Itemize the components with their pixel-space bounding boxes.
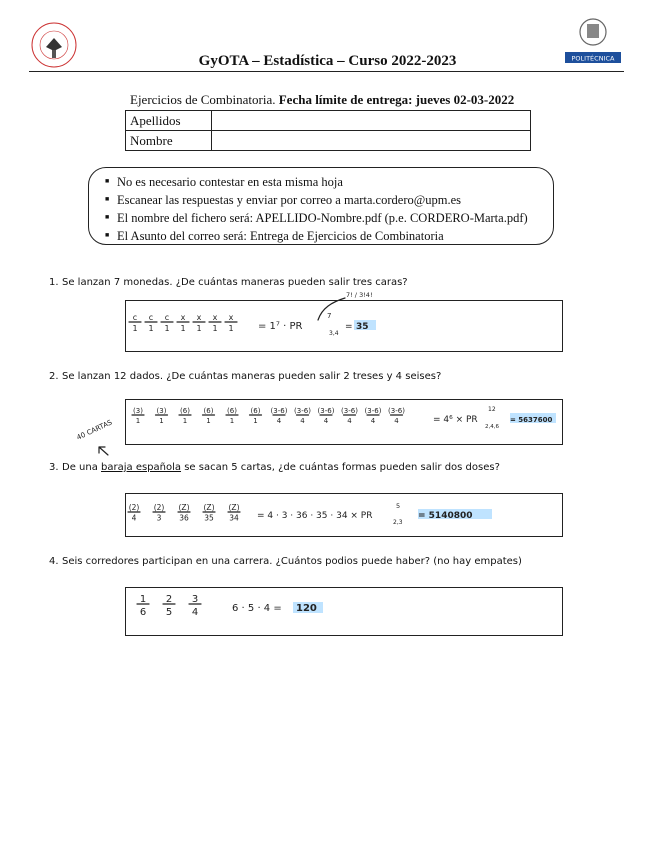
hw-numerator: (2) — [153, 503, 165, 512]
hw-numerator: (Z) — [203, 503, 215, 512]
handwritten-answer-1 — [129, 291, 376, 337]
hw-fraction — [203, 407, 215, 425]
handwritten-answer-4 — [137, 594, 323, 618]
hw-denominator: 1 — [132, 324, 138, 333]
question-number: 4. — [49, 556, 59, 567]
hw-fraction — [193, 313, 205, 333]
hw-fraction — [225, 313, 237, 333]
hw-expression: = 4 · 3 · 36 · 35 · 34 × PR — [257, 511, 373, 521]
hw-fraction — [137, 594, 149, 618]
hw-numerator: (6) — [227, 407, 237, 415]
hw-fraction — [145, 313, 157, 333]
hw-fraction — [128, 503, 140, 523]
hw-numerator: x — [196, 313, 202, 322]
header-title: GyOTA – Estadística – Curso 2022-2023 — [198, 53, 457, 69]
hw-denominator: 6 — [139, 607, 147, 618]
list-item: ■ El Asunto del correo será: Entrega de Ejercicios de Combinatoria — [105, 227, 528, 245]
hw-fraction — [318, 407, 335, 425]
hw-numerator: (3-6) — [364, 407, 382, 415]
hw-numerator: (3-6) — [270, 407, 288, 415]
question-number: 3. — [49, 462, 59, 473]
hw-denominator: 1 — [159, 417, 164, 425]
hw-numerator: c — [132, 313, 138, 322]
question-number: 1. — [49, 277, 59, 288]
hw-denominator: 1 — [212, 324, 218, 333]
hw-fraction — [294, 407, 311, 425]
hw-fraction — [250, 407, 262, 425]
hw-fraction — [161, 313, 173, 333]
hw-sup: 5 — [396, 502, 401, 510]
hw-expression: = 4⁶ × PR — [433, 415, 478, 425]
question-text: Se lanzan 12 dados. ¿De cuántas maneras pueden salir 2 treses y 4 seises? — [62, 371, 442, 382]
hw-denominator: 4 — [191, 607, 199, 618]
hw-numerator: c — [148, 313, 154, 322]
hw-denominator: 35 — [204, 513, 214, 523]
question-number: 2. — [49, 371, 59, 382]
hw-numerator: (3-6) — [388, 407, 405, 415]
hw-fraction — [203, 503, 215, 523]
hw-numerator: (3-6) — [317, 407, 335, 415]
hw-numerator: x — [228, 313, 234, 322]
hw-fraction — [179, 407, 191, 425]
hw-numerator: (6) — [203, 407, 214, 415]
hw-denominator: 4 — [323, 417, 329, 425]
hw-equals: = — [345, 322, 353, 332]
hw-numerator: (6) — [250, 407, 261, 415]
hw-note: 40 CARTAS — [75, 418, 114, 442]
hw-numerator: c — [164, 313, 170, 322]
hw-denominator: 1 — [135, 417, 141, 425]
hw-numerator: (2) — [128, 503, 140, 512]
hw-denominator: 34 — [229, 513, 239, 523]
hw-fraction — [153, 503, 165, 523]
hw-numerator: (3) — [156, 407, 167, 415]
question-text: Se lanzan 7 monedas. ¿De cuántas maneras pueden salir tres caras? — [62, 277, 408, 288]
hw-denominator: 1 — [148, 324, 154, 333]
hw-note: 7! / 3!4! — [346, 291, 373, 299]
hw-numerator: 1 — [139, 594, 147, 605]
list-item: ■ Escanear las respuestas y enviar por correo a marta.cordero@upm.es — [105, 191, 528, 209]
hw-numerator: (3-6) — [341, 407, 358, 415]
hw-sup: 7 — [327, 312, 332, 320]
hw-sub: 2,4,6 — [485, 424, 499, 430]
hw-result: 120 — [296, 603, 317, 614]
hw-result: = 5140800 — [418, 511, 473, 521]
deadline: Fecha límite de entrega: jueves 02-03-2022 — [278, 92, 515, 107]
hw-result: = 5637600 — [510, 416, 553, 424]
hw-fraction — [209, 313, 221, 333]
hw-denominator: 4 — [347, 417, 352, 425]
hw-fraction — [129, 313, 141, 333]
hw-denominator: 4 — [131, 513, 137, 523]
hw-fraction — [132, 407, 144, 425]
hw-numerator: (3-6) — [294, 407, 311, 415]
hw-fraction — [189, 594, 201, 618]
assignment-intro: Ejercicios de Combinatoria. — [130, 92, 276, 107]
hw-fraction — [177, 313, 189, 333]
hw-fraction — [365, 407, 382, 425]
hw-result: 35 — [356, 322, 369, 332]
hw-denominator: 36 — [179, 513, 189, 523]
hw-numerator: 3 — [191, 594, 199, 605]
question-text: Seis corredores participan en una carrera. ¿Cuántos podios puede haber? (no hay empates) — [62, 556, 522, 567]
hw-denominator: 1 — [164, 324, 170, 333]
hw-expression: = 1⁷ · PR — [258, 321, 303, 332]
hw-numerator: (6) — [180, 407, 190, 415]
nombre-label: Nombre — [126, 131, 212, 151]
hw-denominator: 3 — [156, 513, 162, 523]
hw-arrow — [99, 447, 108, 455]
hw-numerator: 2 — [165, 594, 173, 605]
politecnica-logo-text: POLITÉCNICA — [571, 54, 615, 63]
hw-denominator: 1 — [196, 324, 202, 333]
hw-numerator: x — [212, 313, 218, 322]
hw-fraction — [163, 594, 175, 618]
list-item: ■ El nombre del fichero será: APELLIDO-Nombre.pdf (p.e. CORDERO-Marta.pdf) — [105, 209, 528, 227]
question-text-underlined: baraja española — [101, 462, 182, 473]
hw-denominator: 4 — [276, 417, 282, 425]
hw-denominator: 1 — [228, 324, 234, 333]
handwritten-answer-2 — [75, 406, 556, 455]
hw-expression: 6 · 5 · 4 = — [232, 603, 282, 614]
hw-denominator: 1 — [229, 417, 235, 425]
hw-denominator: 4 — [300, 417, 305, 425]
hw-denominator: 4 — [370, 417, 376, 425]
hw-numerator: x — [180, 313, 186, 322]
hw-fraction — [226, 407, 238, 425]
list-item: ■ No es necesario contestar en esta misma hoja — [105, 173, 528, 191]
hw-numerator: (Z) — [228, 503, 240, 512]
hw-sub: 3,4 — [329, 330, 339, 337]
hw-fraction — [341, 407, 358, 425]
hw-fraction — [178, 503, 190, 523]
handwritten-answer-3 — [128, 502, 492, 526]
apellidos-label: Apellidos — [126, 111, 212, 131]
hw-numerator: (3) — [133, 407, 143, 415]
hw-denominator: 1 — [180, 324, 186, 333]
hw-denominator: 1 — [253, 417, 258, 425]
hw-sub: 2,3 — [393, 519, 403, 526]
hw-fraction — [271, 407, 288, 425]
hw-denominator: 5 — [165, 607, 173, 618]
hw-fraction — [388, 407, 405, 425]
hw-numerator: (Z) — [178, 503, 190, 512]
hw-sup: 12 — [488, 406, 496, 413]
hw-denominator: 1 — [206, 417, 211, 425]
hw-fraction — [228, 503, 240, 523]
hw-denominator: 4 — [394, 417, 399, 425]
question-text-before: De una — [62, 462, 102, 473]
hw-fraction — [156, 407, 168, 425]
hw-denominator: 1 — [182, 417, 188, 425]
hw-arrow — [318, 298, 345, 320]
question-text-after: se sacan 5 cartas, ¿de cuántas formas pueden salir dos doses? — [181, 462, 500, 473]
